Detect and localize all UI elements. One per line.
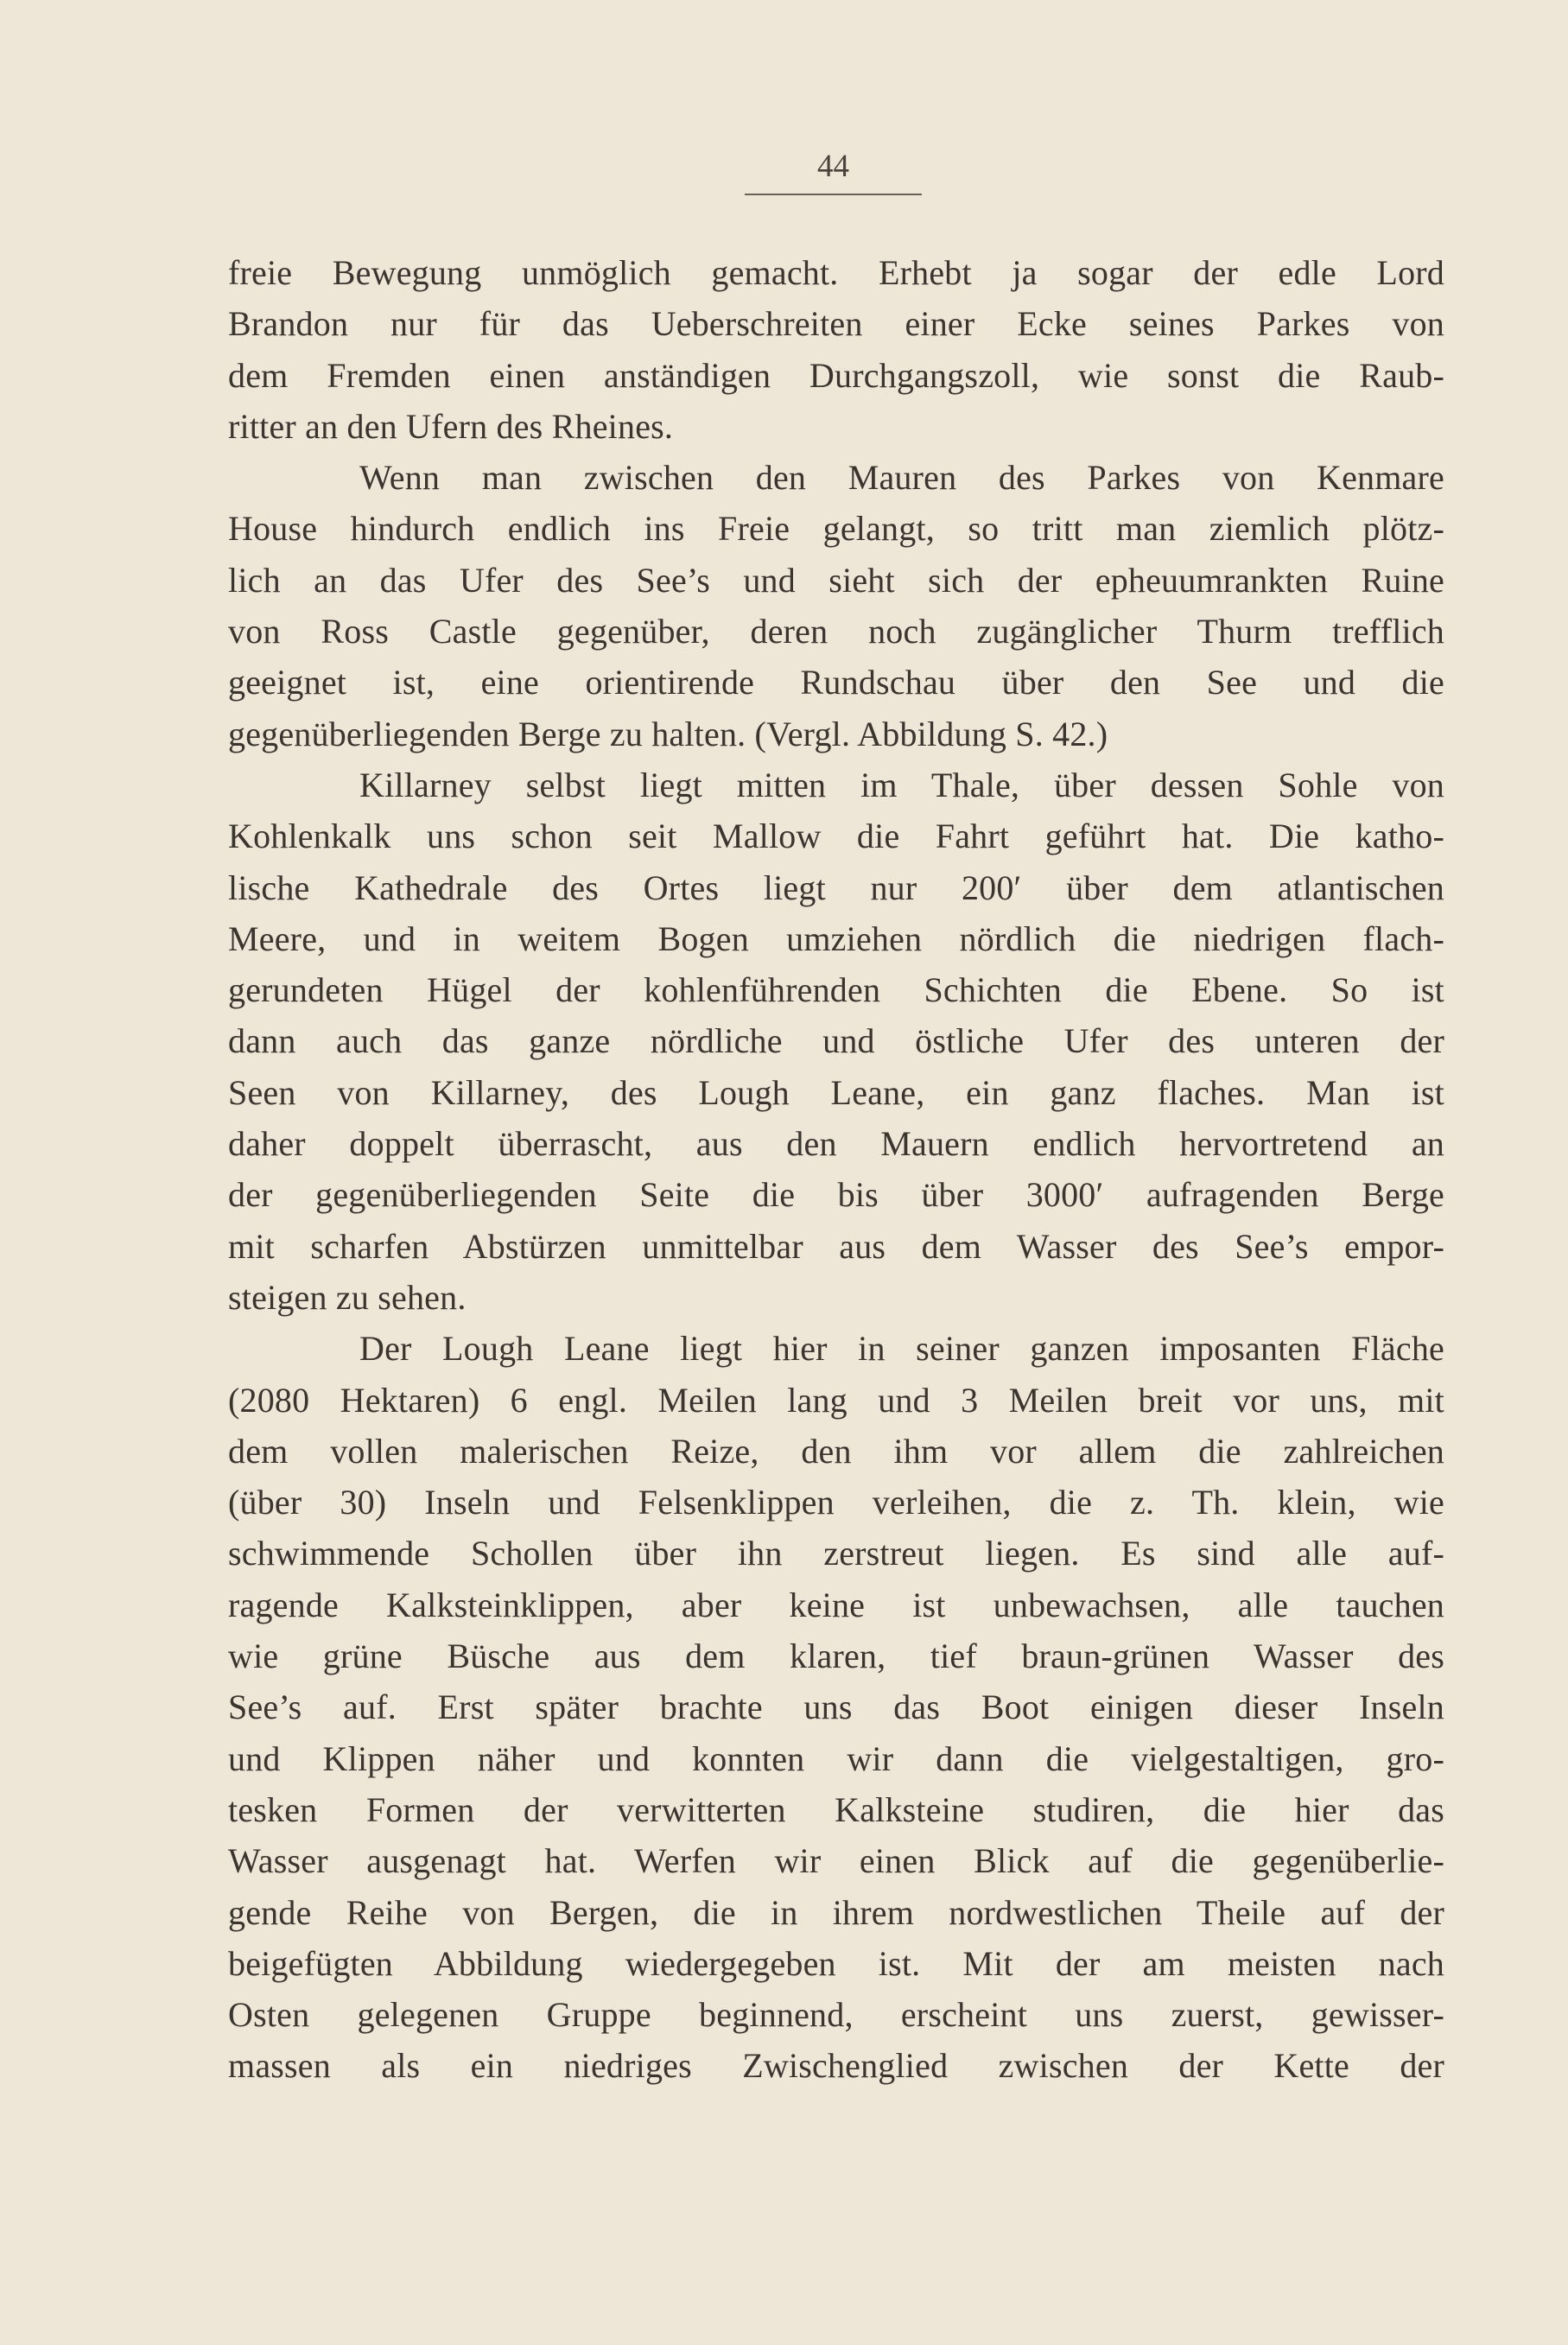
text-line: Seen von Killarney, des Lough Leane, ein ganz flaches. Man ist — [228, 1072, 1444, 1112]
text-line: mit scharfen Abstürzen unmittelbar aus dem Wasser des See’s empor- — [228, 1226, 1444, 1266]
text-line: gerundeten Hügel der kohlenführenden Schichten die Ebene. So ist — [228, 970, 1444, 1010]
text-line: geeignet ist, eine orientirende Rundschau über den See und die — [228, 663, 1444, 702]
text-line: dem Fremden einen anständigen Durchgangszoll, wie sonst die Raub- — [228, 355, 1444, 395]
text-line: lische Kathedrale des Ortes liegt nur 200′ über dem atlantischen — [228, 867, 1444, 907]
text-line: schwimmende Schollen über ihn zerstreut liegen. Es sind alle auf- — [228, 1534, 1444, 1573]
text-line: von Ross Castle gegenüber, deren noch zugänglicher Thurm trefflich — [228, 612, 1444, 651]
text-line: massen als ein niedriges Zwischenglied zwischen der Kette der — [228, 2046, 1444, 2086]
text-line: tesken Formen der verwitterten Kalksteine studiren, die hier das — [228, 1789, 1444, 1829]
text-line: wie grüne Büsche aus dem klaren, tief braun-grünen Wasser des — [228, 1636, 1444, 1676]
page-number-rule — [745, 194, 922, 195]
text-line: Kohlenkalk uns schon seit Mallow die Fahrt geführt hat. Die katho- — [228, 817, 1444, 856]
text-line: (über 30) Inseln und Felsenklippen verleihen, die z. Th. klein, wie — [228, 1483, 1444, 1522]
text-line: Osten gelegenen Gruppe beginnend, erscheint uns zuerst, gewisser- — [228, 1995, 1444, 2035]
text-line: Killarney selbst liegt mitten im Thale, über dessen Sohle von — [359, 765, 1444, 804]
text-line: beigefügten Abbildung wiedergegeben ist. Mit der am meisten nach — [228, 1943, 1444, 1983]
text-line: ragende Kalksteinklippen, aber keine ist unbewachsen, alle tauchen — [228, 1585, 1444, 1624]
text-line: dann auch das ganze nördliche und östliche Ufer des unteren der — [228, 1021, 1444, 1061]
text-line: der gegenüberliegenden Seite die bis über 3000′ aufragenden Berge — [228, 1175, 1444, 1215]
text-line: Wenn man zwischen den Mauren des Parkes von Kenmare — [359, 458, 1444, 498]
text-line: und Klippen näher und konnten wir dann die vielgestaltigen, gro- — [228, 1738, 1444, 1778]
text-line: freie Bewegung unmöglich gemacht. Erhebt ja sogar der edle Lord — [228, 253, 1444, 292]
text-line: (2080 Hektaren) 6 engl. Meilen lang und 3 Meilen breit vor uns, mit — [228, 1380, 1444, 1420]
text-line: Brandon nur für das Ueberschreiten einer Ecke seines Parkes von — [228, 304, 1444, 344]
text-line: House hindurch endlich ins Freie gelangt, so tritt man ziemlich plötz- — [228, 509, 1444, 549]
text-line: ritter an den Ufern des Rheines. — [228, 406, 674, 446]
text-line: dem vollen malerischen Reize, den ihm vor allem die zahlreichen — [228, 1431, 1444, 1471]
text-line: See’s auf. Erst später brachte uns das Boot einigen dieser Inseln — [228, 1687, 1444, 1727]
page-number: 44 — [817, 149, 849, 184]
text-line: gende Reihe von Bergen, die in ihrem nordwestlichen Theile auf der — [228, 1892, 1444, 1932]
text-line: steigen zu sehen. — [228, 1277, 467, 1317]
text-line: lich an das Ufer des See’s und sieht sich der epheuumrankten Ruine — [228, 560, 1444, 600]
text-line: Der Lough Leane liegt hier in seiner ganzen imposanten Fläche — [359, 1329, 1444, 1369]
text-line: daher doppelt überrascht, aus den Mauern endlich hervortretend an — [228, 1124, 1444, 1164]
body-text — [228, 247, 1444, 2092]
text-line: Meere, und in weitem Bogen umziehen nördlich die niedrigen flach- — [228, 918, 1444, 958]
text-line: Wasser ausgenagt hat. Werfen wir einen Blick auf die gegenüberlie- — [228, 1841, 1444, 1881]
text-line: gegenüberliegenden Berge zu halten. (Vergl. Abbildung S. 42.) — [228, 714, 1108, 753]
